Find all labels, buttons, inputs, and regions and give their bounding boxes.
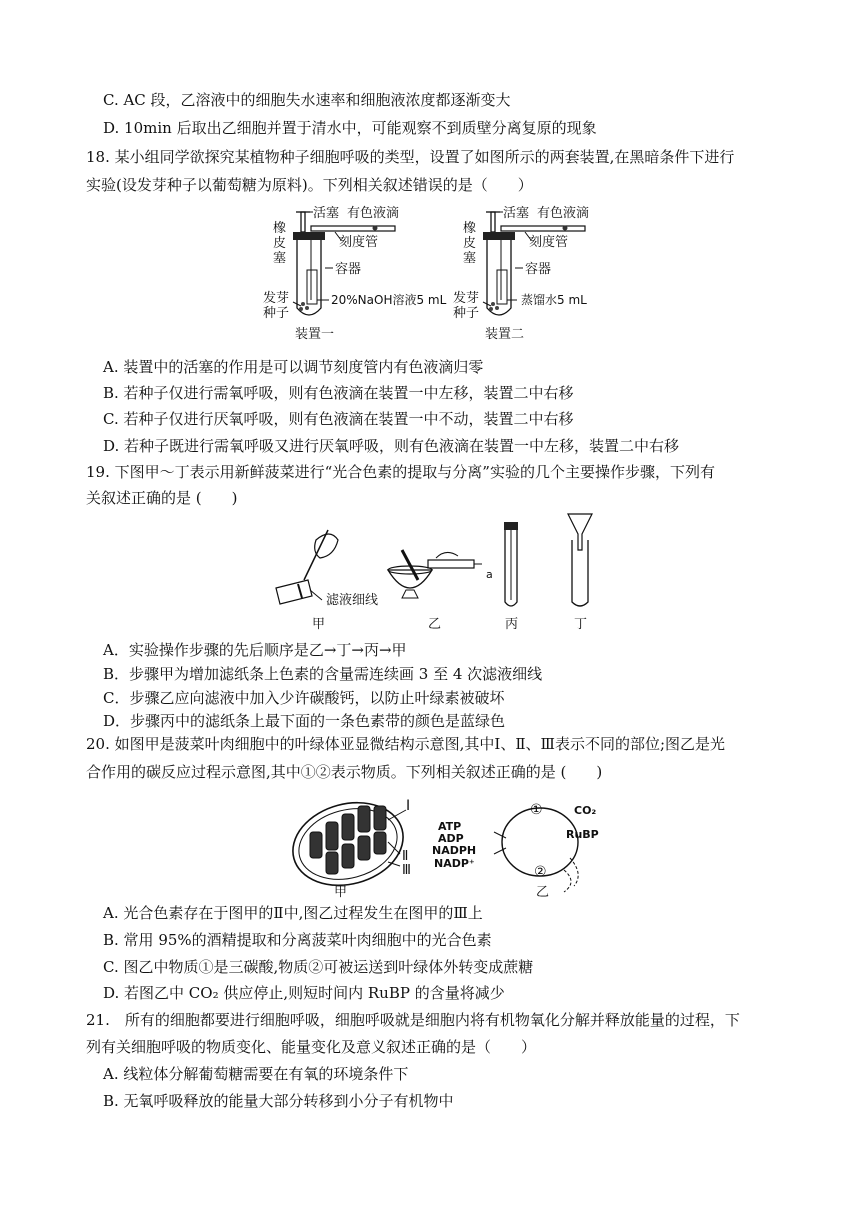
label-zhongzi-1: 种子: [263, 306, 290, 321]
step-ding-filter: [568, 514, 592, 606]
step-yi-grinding: [388, 550, 482, 598]
label-part-I: Ⅰ: [406, 798, 411, 814]
label-huosai-2: 活塞: [503, 206, 530, 221]
q17-option-d: D. 10min 后取出乙细胞并置于清水中，可能观察不到质壁分离复原的现象: [103, 119, 597, 137]
q19-option-d: D．步骤丙中的滤纸条上最下面的一条色素带的颜色是蓝绿色: [103, 712, 506, 730]
label-naoh: 20%NaOH溶液5 mL: [331, 293, 447, 307]
label-zhongzi-2: 种子: [453, 306, 480, 321]
label-atp: ATP: [438, 820, 462, 833]
q20-stem-line2: 合作用的碳反应过程示意图,其中①②表示物质。下列相关叙述正确的是 ( ): [86, 763, 603, 781]
label-pi-2: 皮: [463, 236, 477, 251]
q18-stem-line1: 18. 某小组同学欲探究某植物种子细胞呼吸的类型，设置了如图所示的两套装置,在黑暗条件下进行: [86, 148, 735, 166]
label-nadph: NADPH: [432, 844, 477, 857]
label-substance-1: ①: [530, 802, 543, 818]
q20-figure: [288, 792, 618, 902]
label-yi-20: 乙: [536, 885, 550, 900]
label-rubp: RuBP: [566, 828, 599, 841]
label-co2: CO₂: [574, 804, 597, 817]
label-yi: 乙: [428, 617, 442, 632]
label-a: a: [486, 568, 493, 581]
q19-stem-line1: 19. 下图甲～丁表示用新鲜菠菜进行“光合色素的提取与分离”实验的几个主要操作步骤，下列有: [86, 463, 715, 481]
label-xiang-1: 橡: [273, 221, 287, 236]
label-huosai-1: 活塞: [313, 206, 340, 221]
label-part-III: Ⅲ: [402, 863, 411, 878]
label-youse-1: 有色液滴: [347, 206, 400, 221]
label-keduguan-2: 刻度管: [529, 235, 569, 250]
q20-stem-line1: 20. 如图甲是菠菜叶肉细胞中的叶绿体亚显微结构示意图,其中Ⅰ、Ⅱ、Ⅲ表示不同的部位;图乙是光: [86, 735, 726, 753]
q17-option-c: C. AC 段，乙溶液中的细胞失水速率和细胞液浓度都逐渐变大: [103, 91, 511, 109]
label-nadp: NADP⁺: [434, 857, 475, 870]
label-device-one: 装置一: [295, 327, 335, 342]
label-faya-2: 发芽: [453, 291, 480, 306]
q20-option-d: D. 若图乙中 CO₂ 供应停止,则短时间内 RuBP 的含量将减少: [103, 984, 505, 1002]
label-substance-2: ②: [534, 864, 547, 880]
label-keduguan-1: 刻度管: [339, 235, 379, 250]
q19-stem-line2: 关叙述正确的是 ( ): [86, 489, 238, 507]
q20-option-a: A. 光合色素存在于图甲的Ⅱ中,图乙过程发生在图甲的Ⅲ上: [103, 904, 483, 922]
q21-option-b: B. 无氧呼吸释放的能量大部分转移到小分子有机物中: [103, 1092, 454, 1110]
label-bing: 丙: [505, 617, 519, 632]
q18-option-a: A. 装置中的活塞的作用是可以调节刻度管内有色液滴归零: [103, 358, 484, 376]
label-sai-1: 塞: [273, 251, 287, 266]
label-adp: ADP: [438, 832, 464, 845]
q18-option-c: C. 若种子仅进行厌氧呼吸，则有色液滴在装置一中不动，装置二中右移: [103, 410, 574, 428]
q21-option-a: A. 线粒体分解葡萄糖需要在有氧的环境条件下: [103, 1065, 409, 1083]
label-rongqi-2: 容器: [525, 262, 552, 277]
label-part-II: Ⅱ: [402, 849, 409, 864]
label-filter-line: 滤液细线: [326, 593, 379, 608]
label-water: 蒸馏水5 mL: [521, 293, 587, 307]
q21-stem-line2: 列有关细胞呼吸的物质变化、能量变化及意义叙述正确的是（ ）: [86, 1038, 537, 1056]
q18-option-d: D. 若种子既进行需氧呼吸又进行厌氧呼吸，则有色液滴在装置一中左移，装置二中右移: [103, 437, 680, 455]
q18-option-b: B. 若种子仅进行需氧呼吸，则有色液滴在装置一中左移，装置二中右移: [103, 384, 574, 402]
label-device-two: 装置二: [485, 327, 525, 342]
step-bing-tube: [504, 522, 518, 606]
label-faya-1: 发芽: [263, 291, 290, 306]
label-rongqi-1: 容器: [335, 262, 362, 277]
label-sai-2: 塞: [463, 251, 477, 266]
label-pi-1: 皮: [273, 236, 287, 251]
q20-option-c: C. 图乙中物质①是三碳酸,物质②可被运送到叶绿体外转变成蔗糖: [103, 958, 534, 976]
label-youse-2: 有色液滴: [537, 206, 590, 221]
q19-option-c: C．步骤乙应向滤液中加入少许碳酸钙，以防止叶绿素被破坏: [103, 689, 505, 707]
label-jia-20: 甲: [334, 885, 348, 900]
q19-option-a: A．实验操作步骤的先后顺序是乙→丁→丙→甲: [103, 641, 407, 659]
q20-option-b: B. 常用 95%的酒精提取和分离菠菜叶肉细胞中的光合色素: [103, 931, 492, 949]
q21-stem-line1: 21. 所有的细胞都要进行细胞呼吸，细胞呼吸就是细胞内将有机物氧化分解并释放能量的过程，下: [86, 1011, 740, 1029]
q18-figure: [255, 200, 615, 345]
label-jia: 甲: [312, 617, 326, 632]
label-ding: 丁: [574, 617, 588, 632]
chloroplast-diagram: [288, 792, 412, 897]
q19-option-b: B．步骤甲为增加滤纸条上色素的含量需连续画 3 至 4 次滤液细线: [103, 665, 543, 683]
label-xiang-2: 橡: [463, 221, 477, 236]
q18-stem-line2: 实验(设发芽种子以葡萄糖为原料)。下列相关叙述错误的是（ ）: [86, 176, 533, 194]
q19-figure: [268, 510, 608, 635]
